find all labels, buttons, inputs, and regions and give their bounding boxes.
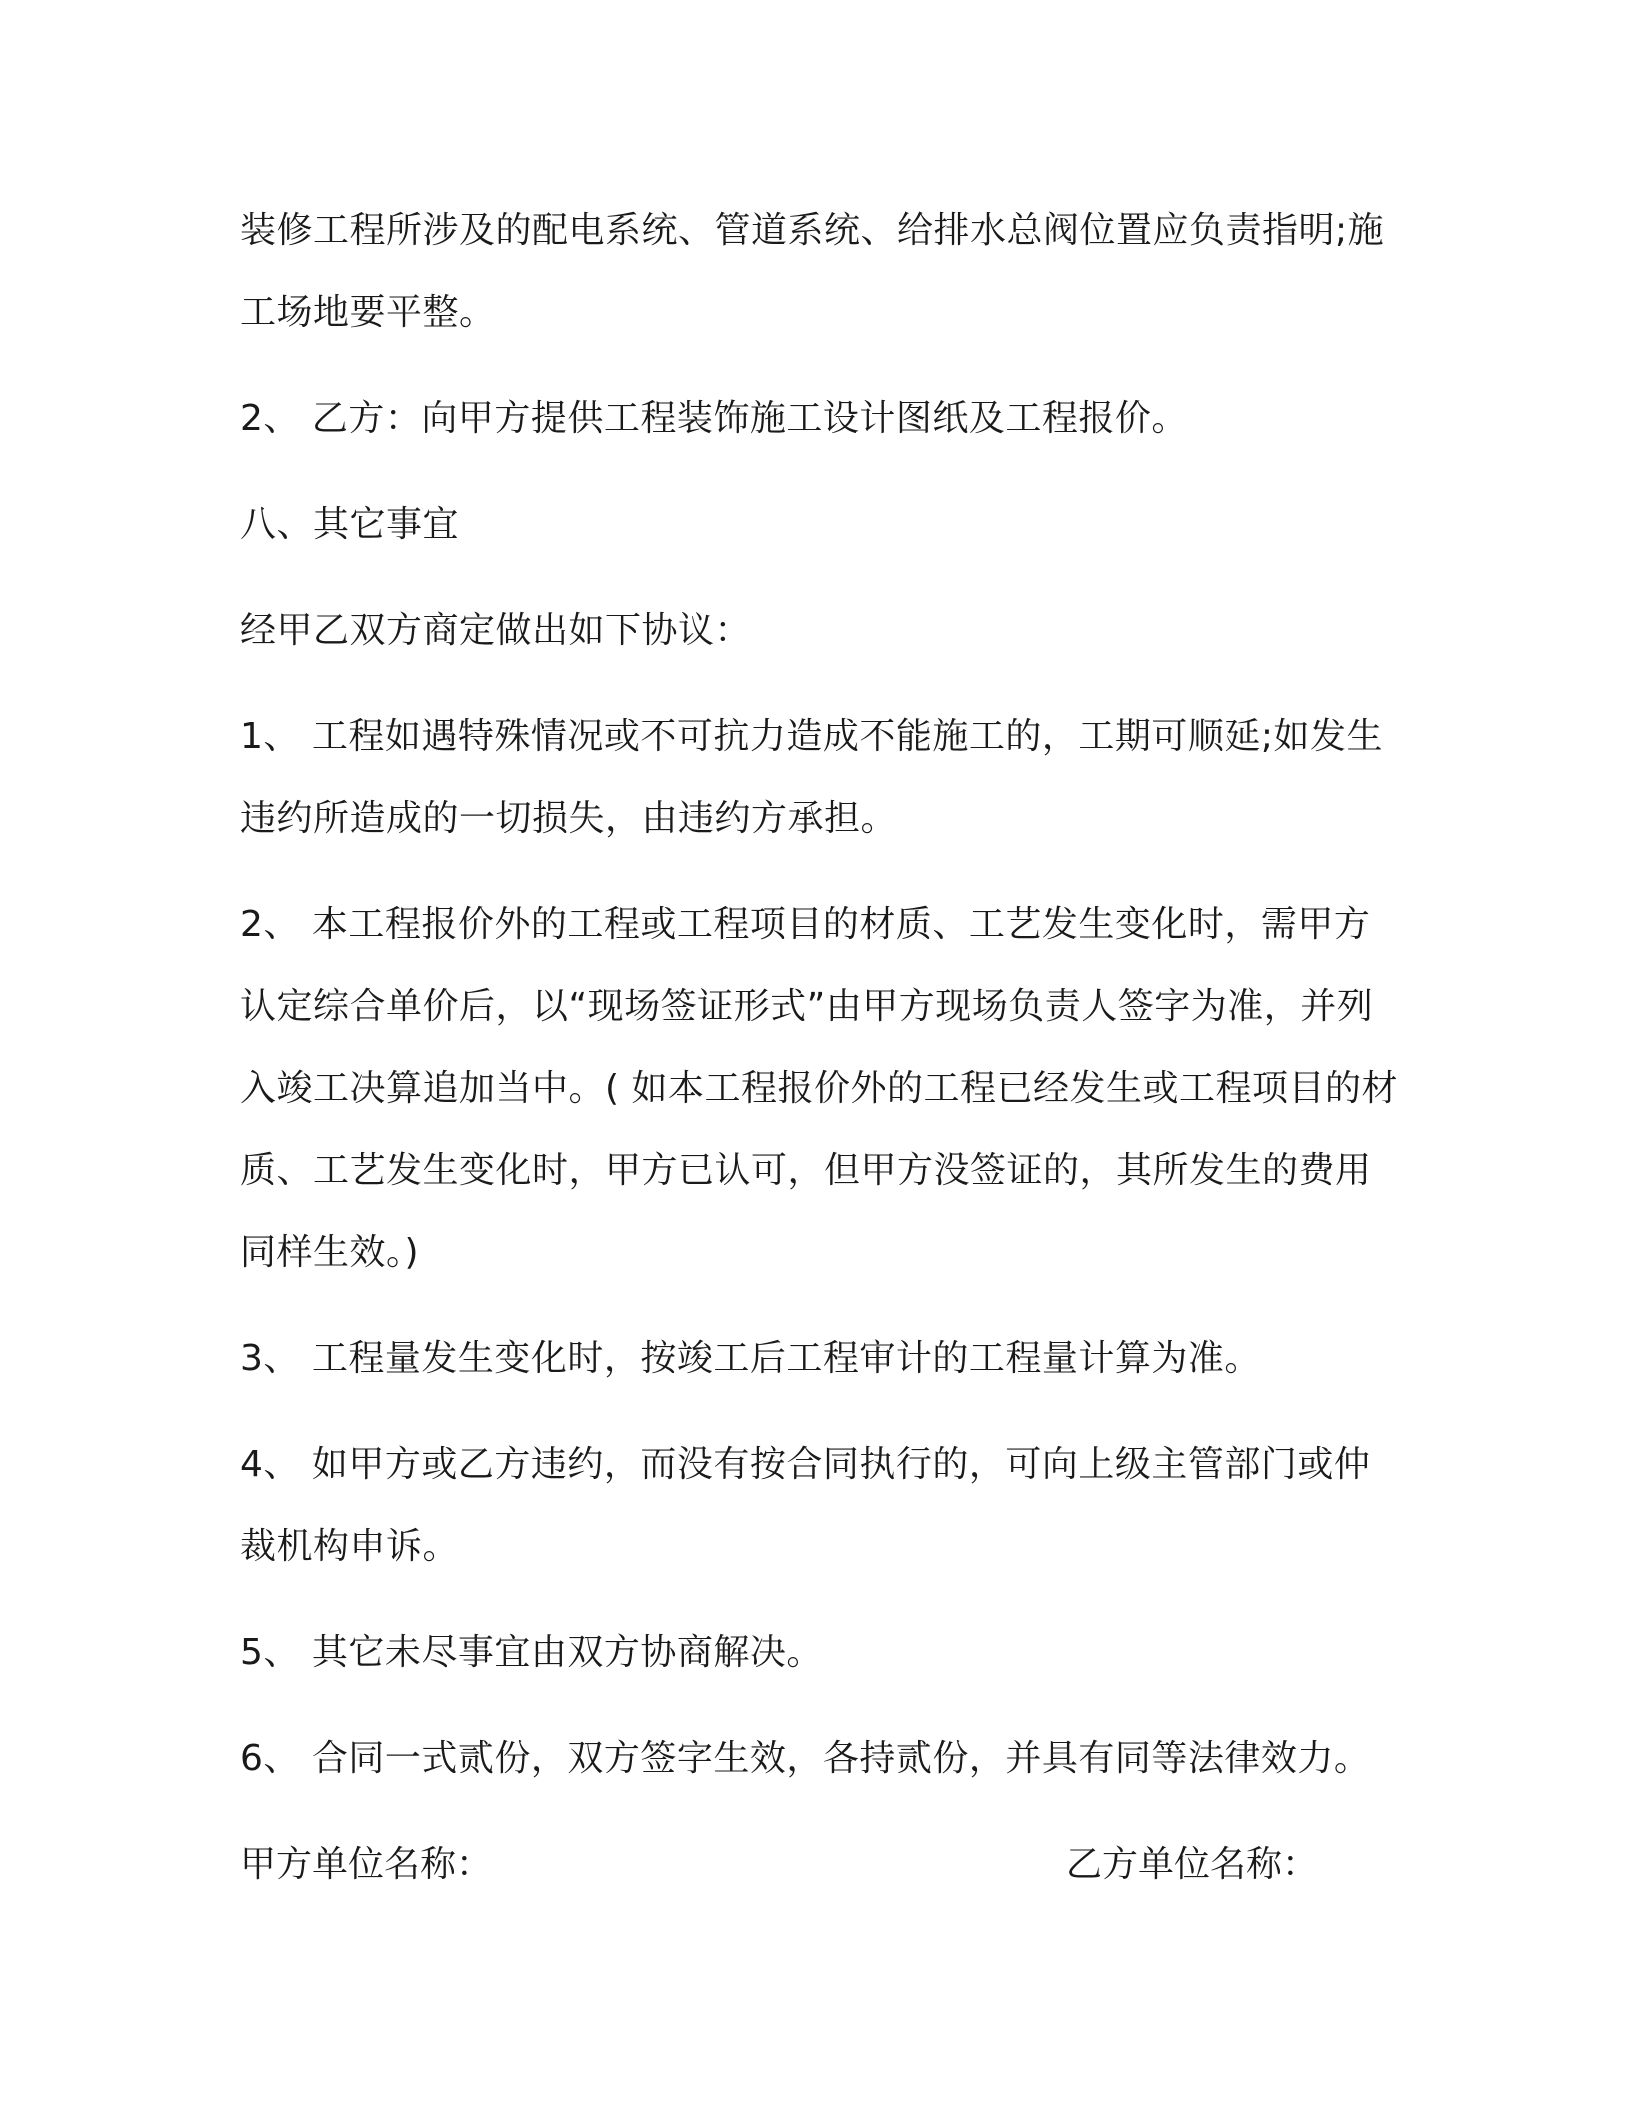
paragraph-party-b-duty: 2、 乙方：向甲方提供工程装饰施工设计图纸及工程报价。: [240, 398, 1188, 439]
clause-5: 5、 其它未尽事宜由双方协商解决。: [240, 1632, 823, 1673]
clause-6: 6、 合同一式贰份，双方签字生效，各持贰份，并具有同等法律效力。: [240, 1738, 1371, 1779]
signature-row: [240, 1824, 1400, 1906]
section-heading-other-matters: 八、其它事宜: [240, 504, 460, 545]
paragraph-site-requirements: 装修工程所涉及的配电系统、管道系统、给排水总阀位置应负责指明;施工场地要平整。: [240, 210, 1385, 333]
clause-2: 2、 本工程报价外的工程或工程项目的材质、工艺发生变化时，需甲方认定综合单价后，以“现场签证形式”由甲方现场负责人签字为准，并列入竣工决算追加当中。( 如本工程报价外的工程已经发生或工程项目的材质、工艺发生变化时，甲方已认可，但甲方没签证的，其所发生的费用同样生效。): [240, 904, 1398, 1273]
document-body: [240, 190, 1400, 1906]
paragraph-gap: [240, 1800, 1400, 1824]
paragraph-agreement-intro: 经甲乙双方商定做出如下协议：: [240, 610, 752, 651]
clause-1: 1、 工程如遇特殊情况或不可抗力造成不能施工的，工期可顺延;如发生违约所造成的一切损失，由违约方承担。: [240, 716, 1383, 839]
paragraph-gap: [240, 1588, 1400, 1612]
paragraph-gap: [240, 1400, 1400, 1424]
paragraph-gap: [240, 672, 1400, 696]
party-a-name-label: 甲方单位名称：: [240, 1844, 493, 1885]
paragraph-gap: [240, 460, 1400, 484]
party-b-name-label: 乙方单位名称：: [1066, 1844, 1319, 1885]
clause-3: 3、 工程量发生变化时，按竣工后工程审计的工程量计算为准。: [240, 1338, 1261, 1379]
paragraph-gap: [240, 566, 1400, 590]
paragraph-gap: [240, 860, 1400, 884]
clause-4: 4、 如甲方或乙方违约，而没有按合同执行的，可向上级主管部门或仲裁机构申诉。: [240, 1444, 1371, 1567]
paragraph-gap: [240, 1294, 1400, 1318]
paragraph-gap: [240, 1694, 1400, 1718]
paragraph-gap: [240, 354, 1400, 378]
